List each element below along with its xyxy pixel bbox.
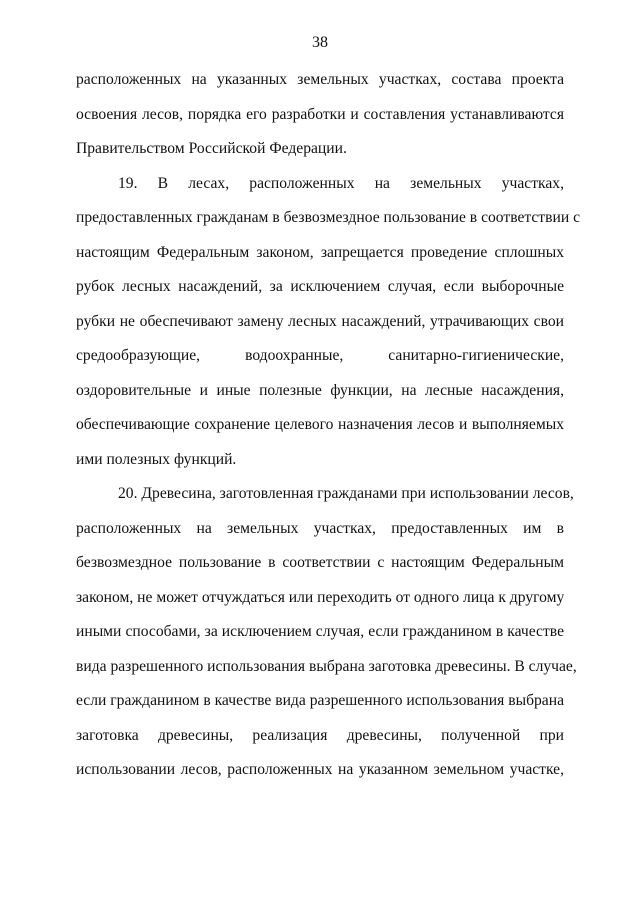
- text-line: освоения лесов, порядка его разработки и составления устанавливаются: [76, 105, 564, 123]
- paragraph-20: [76, 477, 577, 788]
- text-line: безвозмездное пользование в соответствии с настоящим Федеральным: [76, 554, 564, 571]
- text-line: использовании лесов, расположенных на указанном земельном участке,: [76, 761, 564, 778]
- text-line: рубок лесных насаждений, за исключением случая, если выборочные: [76, 278, 564, 295]
- text-line: ими полезных функций.: [76, 450, 237, 468]
- text-line: вида разрешенного использования выбрана заготовка древесины. В случае,: [76, 657, 577, 675]
- text-line: расположенных на земельных участках, предоставленных им в: [76, 519, 564, 537]
- text-line: настоящим Федеральным законом, запрещается проведение сплошных: [76, 243, 564, 261]
- text-line: предоставленных гражданам в безвозмездное пользование в соответствии с: [76, 209, 580, 226]
- text-line: законом, не может отчуждаться или переходить от одного лица к другому: [76, 588, 565, 606]
- text-line: 19. В лесах, расположенных на земельных участках,: [118, 174, 564, 192]
- paragraph-1: [76, 63, 564, 167]
- text-line: 20. Древесина, заготовленная гражданами при использовании лесов,: [118, 485, 574, 502]
- text-line: расположенных на указанных земельных участках, состава проекта: [76, 71, 564, 88]
- text-line: если гражданином в качестве вида разрешенного использования выбрана: [76, 692, 564, 709]
- text-line: обеспечивающие сохранение целевого назначения лесов и выполняемых: [76, 416, 564, 433]
- text-line: средообразующие, водоохранные, санитарно-гигиенические,: [76, 347, 564, 364]
- paragraph-19: [76, 167, 580, 478]
- page-number: 38: [312, 34, 328, 51]
- text-line: иными способами, за исключением случая, если гражданином в качестве: [76, 623, 564, 640]
- text-line: рубки не обеспечивают замену лесных насаждений, утрачивающих свои: [76, 312, 564, 330]
- body-text: [76, 63, 580, 788]
- text-line: заготовка древесины, реализация древесины, полученной при: [76, 726, 564, 744]
- text-line: оздоровительные и иные полезные функции, на лесные насаждения,: [76, 381, 564, 399]
- text-line: Правительством Российской Федерации.: [76, 140, 347, 157]
